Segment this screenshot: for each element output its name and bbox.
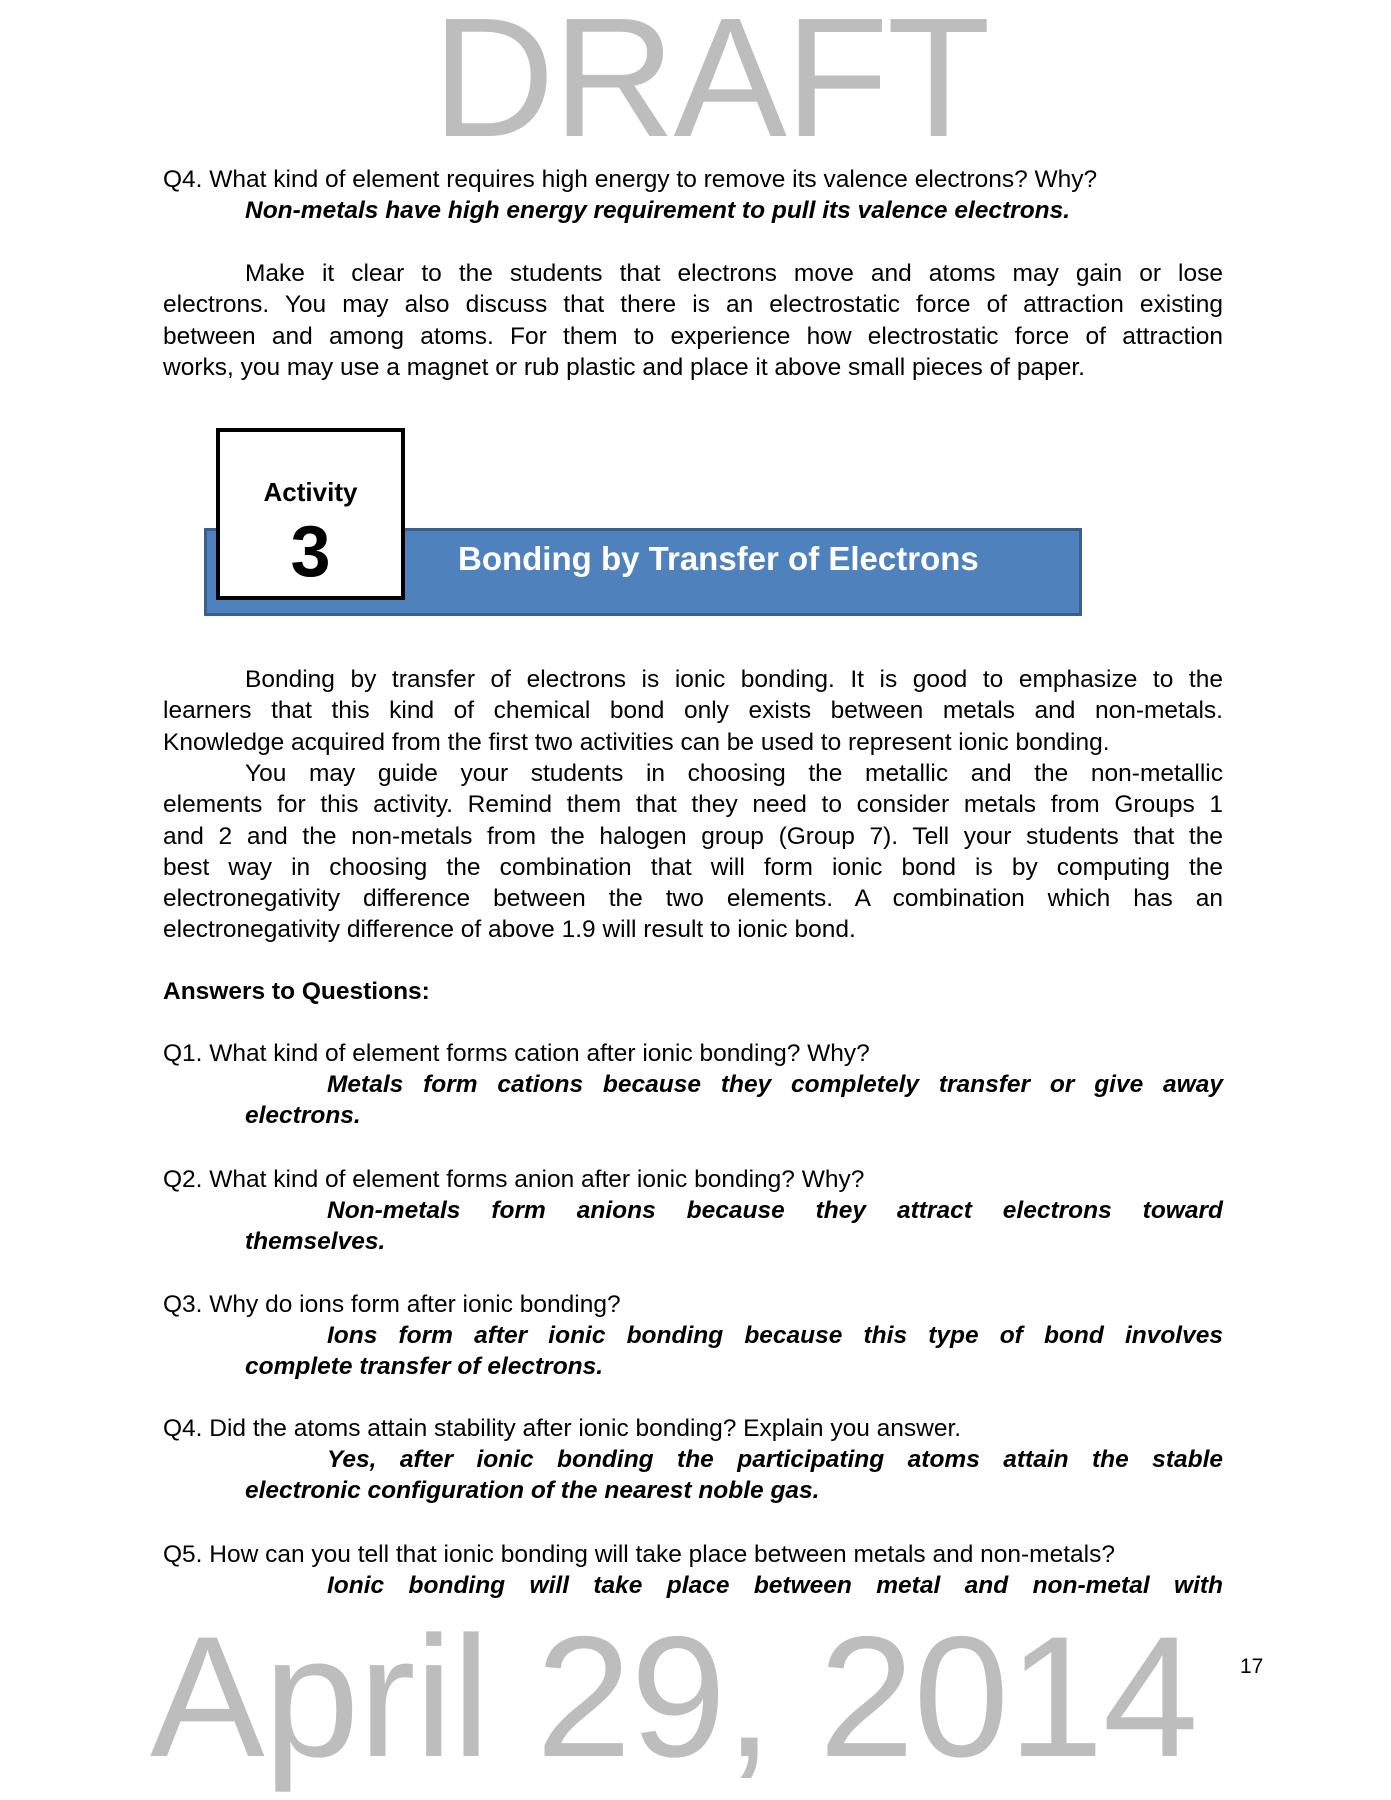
text-line: Q1. What kind of element forms cation after ionic bonding? Why? [163, 1040, 870, 1067]
text-line: electronegativity difference between the two elements. A combination which has an [163, 885, 1223, 913]
paragraph [163, 758, 1223, 946]
date-watermark: April 29, 2014 [150, 1601, 1198, 1793]
text-line: between and among atoms. For them to experience how electrostatic force of attraction [163, 322, 1223, 350]
question [163, 1413, 1223, 1444]
text-line: electronegativity difference of above 1.9 will result to ionic bond. [163, 916, 856, 944]
question [163, 1289, 1223, 1320]
text-line: Non-metals form anions because they attract electrons toward [327, 1197, 1223, 1224]
draft-watermark: DRAFT [432, 0, 989, 173]
text-line: Bonding by transfer of electrons is ionic bonding. It is good to emphasize to the [245, 666, 1223, 693]
text-line: and 2 and the non-metals from the halogen group (Group 7). Tell your students that the [163, 822, 1223, 850]
answer [163, 1195, 1223, 1258]
text-line: Q2. What kind of element forms anion after ionic bonding? Why? [163, 1166, 865, 1193]
paragraph [163, 664, 1223, 758]
page-number: 17 [1240, 1655, 1264, 1678]
text-line: Knowledge acquired from the first two activities can be used to represent ionic bonding. [163, 728, 1110, 756]
answer [163, 1444, 1223, 1507]
text-line: Q4. What kind of element requires high energy to remove its valence electrons? Why? [163, 166, 1098, 193]
question [163, 1539, 1223, 1570]
text-line: Non-metals have high energy requirement to pull its valence electrons. [245, 197, 1071, 224]
text-line: Yes, after ionic bonding the participating atoms attain the stable [327, 1446, 1223, 1473]
text-line: themselves. [245, 1228, 386, 1256]
text-line: Q5. How can you tell that ionic bonding will take place between metals and non-metals? [163, 1541, 1115, 1568]
answer [163, 1069, 1223, 1132]
text-line: Q4. Did the atoms attain stability after ionic bonding? Explain you answer. [163, 1415, 962, 1442]
text-line: Make it clear to the students that electrons move and atoms may gain or lose [245, 260, 1223, 287]
activity-number-box [216, 428, 405, 600]
text-line: complete transfer of electrons. [245, 1353, 604, 1381]
activity-title: Bonding by Transfer of Electrons [458, 540, 979, 577]
text-line: works, you may use a magnet or rub plastic and place it above small pieces of paper. [163, 353, 1085, 381]
question [163, 1164, 1223, 1195]
text-line: best way in choosing the combination that will form ionic bond is by computing the [163, 853, 1223, 881]
question [163, 1038, 1223, 1069]
answer [163, 195, 1223, 226]
question [163, 164, 1223, 195]
text-line: elements for this activity. Remind them that they need to consider metals from Groups 1 [163, 791, 1223, 819]
paragraph [163, 258, 1223, 383]
text-line: learners that this kind of chemical bond only exists between metals and non-metals. [163, 697, 1223, 725]
text-line: electronic configuration of the nearest noble gas. [245, 1477, 820, 1505]
answer [163, 1570, 1223, 1601]
text-line: Answers to Questions: [163, 978, 430, 1005]
activity-number: 3 [290, 512, 331, 592]
text-line: electrons. [245, 1102, 361, 1130]
text-line: electrons. You may also discuss that there is an electrostatic force of attraction existing [163, 291, 1223, 319]
activity-label: Activity [263, 477, 358, 507]
text-line: Ions form after ionic bonding because this type of bond involves [327, 1322, 1223, 1349]
text-line: You may guide your students in choosing the metallic and the non-metallic [245, 760, 1223, 787]
answer [163, 1320, 1223, 1383]
text-line: Metals form cations because they completely transfer or give away [327, 1071, 1223, 1098]
text-line: Q3. Why do ions form after ionic bonding? [163, 1291, 621, 1318]
section-heading [163, 976, 1223, 1007]
text-line: Ionic bonding will take place between metal and non-metal with [327, 1572, 1223, 1599]
